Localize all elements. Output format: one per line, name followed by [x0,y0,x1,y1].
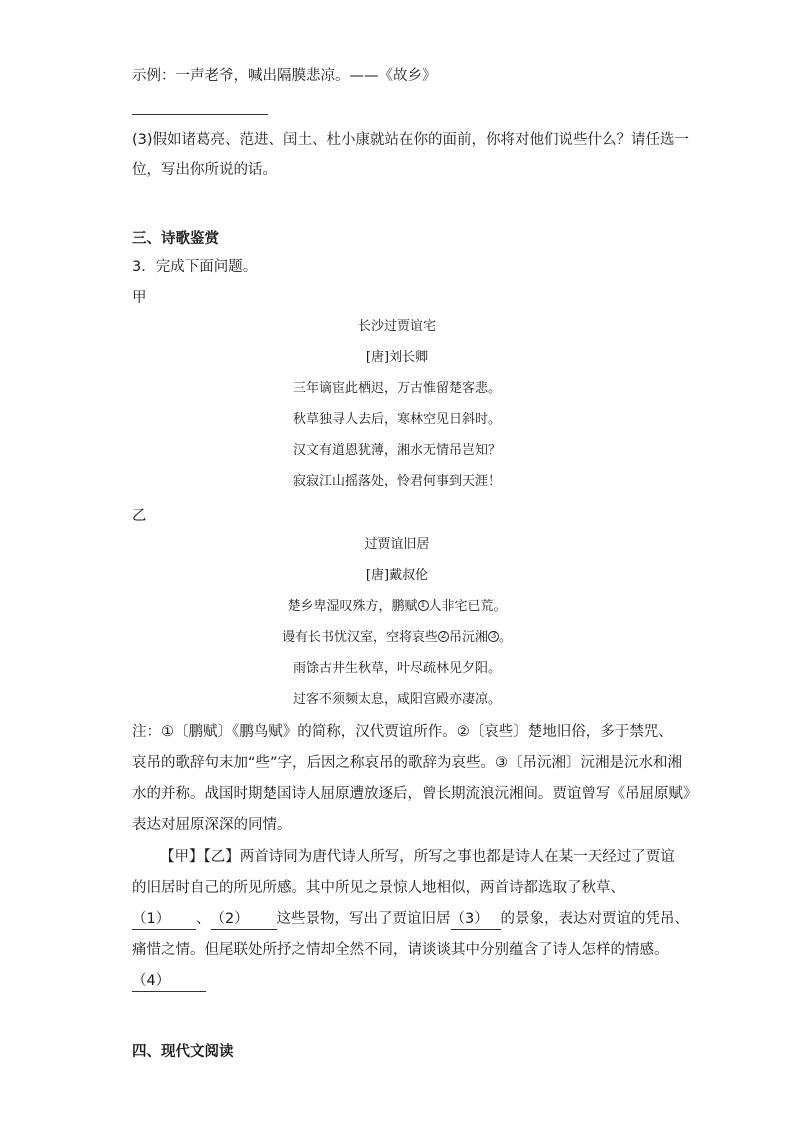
task-line-2: 的旧居时自己的所见所感。其中所见之景惊人地相似，两首诗都选取了秋草、 [132,880,625,896]
note-line-1: 注：①〔鹏赋〕《鹏鸟赋》的简称，汉代贾谊所作。②〔哀些〕楚地旧俗，多于禁咒、 [132,724,673,740]
note-line-2: 哀吊的歌辞句末加“些”字，后因之称哀吊的歌辞为哀些。③〔吊沅湘〕沅湘是沅水和湘 [132,755,683,771]
poem-a-line-4: 寂寂江山摇落处，怜君何事到天涯！ [292,474,501,489]
note-mark-2: 2 [438,631,449,642]
task-line-4: 痛惜之情。但尾联处所抒之情却全然不同，请谈谈其中分别蕴含了诗人怎样的情感。 [132,942,669,958]
section-3-title: 三、诗歌鉴赏 [132,231,219,247]
poem-a-line-3: 汉文有道恩犹薄，湘水无情吊岂知？ [292,443,501,458]
poem-b-line-2-part-a: 谩有长书忧汉室，空将哀些 [281,630,438,645]
poem-a-author: [唐]刘长卿 [365,350,429,365]
poem-b-line-3: 雨馀古井生秋草，叶尽疏林见夕阳。 [292,661,501,676]
task-line-1 [132,847,675,867]
task-line-3-text-b: 的景象，表达对贾谊的凭吊、 [500,911,689,927]
q3-prompt-line-1: (3)假如诸葛亮、范进、闰土、杜小康就站在你的面前，你将对他们说些什么？请任选一 [132,132,690,148]
blank-2[interactable]: （2） [211,909,277,930]
task-line-3-text: 这些景物，写出了贾谊旧居 [276,911,451,927]
poem-b-line-2-part-b: 吊沅湘 [448,630,488,645]
poem-b-author: [唐]戴叔伦 [365,568,429,583]
poem-a-label: 甲 [132,290,147,306]
poem-b-line-2 [132,629,662,647]
note-mark-3: 3 [488,631,499,642]
poem-a-line-2: 秋草独寻人去后，寒林空见日斜时。 [292,412,501,427]
poem-b-line-2-part-c: 。 [499,630,513,645]
poem-a-title: 长沙过贾谊宅 [357,319,436,334]
poem-a-line-1: 三年谪宦此栖迟，万古惟留楚客悲。 [292,381,501,396]
task-line-3 [132,909,689,930]
note-line-3: 水的并称。战国时期楚国诗人屈原遭放逐后，曾长期流浪沅湘间。贾谊曾写《吊屈原赋》 [132,786,698,802]
blank-3[interactable]: （3） [451,909,501,930]
section-4-title: 四、现代文阅读 [132,1044,234,1060]
poem-b-title: 过贾谊旧居 [364,537,430,552]
poem-b-line-1-part-b: 人非宅已荒。 [428,599,507,614]
poem-b-line-1 [132,598,662,616]
question-3: 3．完成下面问题。 [132,259,258,275]
task-line-5 [132,971,206,992]
blank-4[interactable]: （4） [132,971,206,992]
note-mark-1: 1 [418,600,429,611]
poem-b-line-1-part-a: 楚乡卑湿叹殊方，鹏赋 [287,599,418,614]
blank-1[interactable]: （1） [132,909,196,930]
poem-b-line-4: 过客不须频太息，咸阳宫殿亦凄凉。 [292,692,501,707]
q3-prompt-line-2: 位，写出你所说的话。 [132,162,277,178]
note-line-4: 表达对屈原深深的同情。 [132,817,292,833]
answer-rule [132,114,268,115]
blank-separator: 、 [196,911,211,927]
task-line-1-text: 【甲】【乙】两首诗同为唐代诗人所写，所写之事也都是诗人在某一天经过了贾谊 [160,849,675,865]
poem-b-label: 乙 [132,508,147,524]
example-line: 示例：一声老爷，喊出隔膜悲凉。——《故乡》 [132,68,437,84]
